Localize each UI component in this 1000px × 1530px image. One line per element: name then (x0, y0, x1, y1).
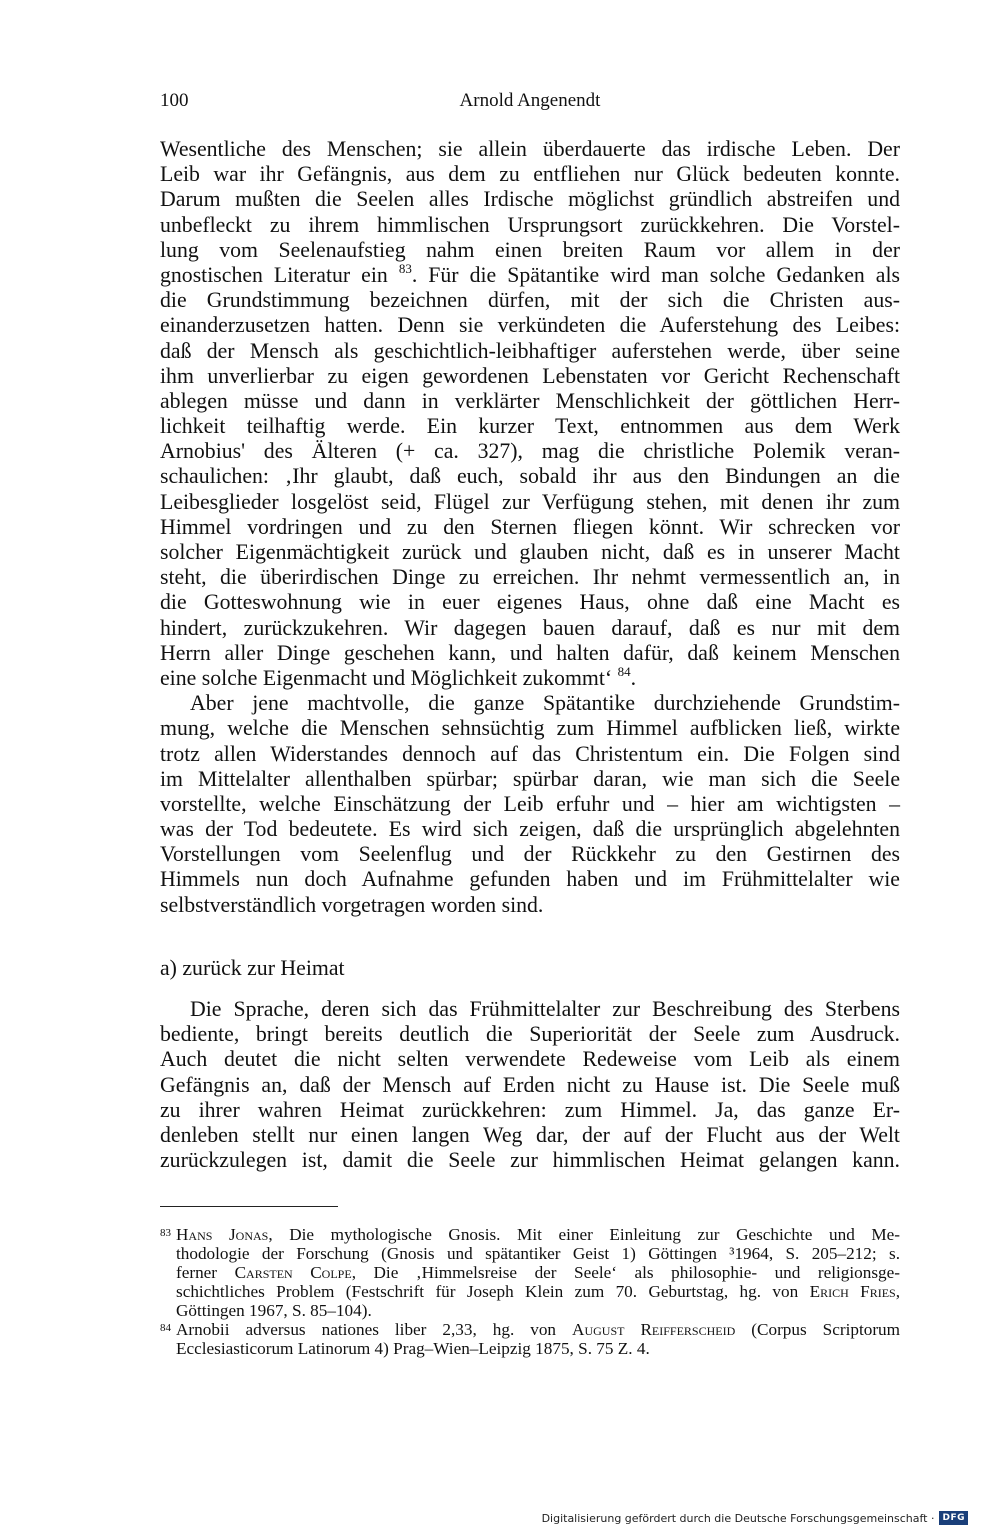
body-line (160, 288, 900, 313)
line-text: zu ihrer wahren Heimat zurückkehren: zum Himmel. Ja, das ganze Er- (160, 1097, 900, 1122)
line-text: Die Sprache, deren sich das Frühmittelalter zur Beschreibung des Sterbens (190, 997, 900, 1021)
line-text: schaulichen: ‚Ihr glaubt, daß euch, sobald ihr aus den Bindungen an die (160, 464, 900, 489)
footnote-text-continued: , (895, 1282, 900, 1301)
body-line (160, 490, 900, 515)
footnote-text-continued: (Corpus Scriptorum (735, 1320, 901, 1339)
body-line (160, 817, 900, 842)
body-line (160, 792, 900, 817)
footnote-text: Arnobii adversus nationes liber 2,33, hg. von (176, 1320, 573, 1339)
line-text: Herrn aller Dinge geschehen kann, und halten dafür, daß keinem Menschen (160, 640, 900, 665)
dfg-logo: DFG (939, 1511, 968, 1525)
line-text: bediente, bringt bereits deutlich die Superiorität der Seele zum Ausdruck. (160, 1022, 900, 1047)
line-text: die Gotteswohnung wie in euer eigenes Haus, ohne daß eine Macht es (160, 590, 900, 615)
footnote-line (160, 1339, 900, 1358)
line-text: was der Tod bedeutete. Es wird sich zeigen, daß die ursprünglich abgelehnten (160, 817, 900, 842)
line-text: Gefängnis an, daß der Mensch auf Erden nicht zu Hause ist. Die Seele muß (160, 1072, 900, 1097)
author-name: Carsten Colpe (234, 1263, 352, 1282)
line-text: Vorstellungen vom Seelenflug und der Rückkehr zu den Gestirnen des (160, 842, 900, 867)
section-heading: a) zurück zur Heimat (160, 956, 345, 980)
body-line (160, 389, 900, 414)
body-line (160, 842, 900, 867)
line-text: unbefleckt zu ihrem himmlischen Ursprungsort zurückkehren. Die Vorstel- (160, 212, 900, 237)
line-text: vorstellte, welche Einschätzung der Leib erfuhr und – hier am wichtigsten – (160, 791, 900, 816)
line-text: Aber jene machtvolle, die ganze Spätantike durchziehende Grundstim- (190, 691, 900, 716)
line-text: hindert, zurückzukehren. Wir dagegen bauen darauf, daß es nur mit dem (160, 615, 900, 640)
footnote-reference: 84 (617, 663, 631, 679)
body-line (160, 137, 900, 162)
footnote-line (160, 1301, 900, 1320)
author-name: August Reifferscheid (572, 1320, 736, 1339)
line-text: gnostischen Literatur ein (160, 262, 399, 287)
line-text: Arnobius' des Älteren (+ ca. 327), mag die christliche Polemik veran- (160, 439, 900, 464)
line-text-continued: . (630, 665, 637, 690)
footnote-line (160, 1225, 900, 1244)
body-line (160, 339, 900, 364)
footnote-text: ferner (176, 1263, 235, 1282)
running-head: Arnold Angenendt (459, 90, 601, 111)
body-line (160, 260, 900, 288)
footnote-number: 84 (160, 1322, 171, 1334)
footnote-line (160, 1263, 900, 1282)
line-text: solcher Eigenmächtigkeit zurück und glauben nicht, daß es in unserer Macht (160, 540, 900, 564)
line-text: einanderzusetzen hatten. Denn sie verkündeten die Auferstehung des Leibes: (160, 313, 900, 338)
line-text: denleben stellt nur einen langen Weg dar, der auf der Flucht aus der Welt (160, 1122, 900, 1147)
footer-credit (542, 1508, 968, 1528)
body-line (160, 616, 900, 641)
body-line (160, 439, 900, 464)
footnote-text: Ecclesiasticorum Latinorum 4) Prag–Wien–Leipzig 1875, S. 75 Z. 4. (176, 1339, 650, 1358)
body-line (160, 867, 900, 892)
footnote-reference: 83 (398, 260, 412, 276)
line-text: steht, die überirdischen Dinge zu erreichen. Ihr nehmt vermessentlich an, in (160, 565, 900, 590)
section-body-text (160, 997, 900, 1173)
section-line (160, 997, 900, 1022)
body-line (160, 540, 900, 565)
body-line (160, 893, 900, 918)
body-line (160, 515, 900, 540)
section-line (160, 1073, 900, 1098)
body-line (160, 238, 900, 263)
line-text: zurückzulegen ist, damit die Seele zur himmlischen Heimat gelangen kann. (160, 1148, 900, 1173)
footnote-number: 83 (160, 1227, 171, 1239)
author-name: Hans Jonas (176, 1225, 269, 1244)
body-line (160, 691, 900, 716)
body-line (160, 565, 900, 590)
body-line (160, 364, 900, 389)
body-line (160, 767, 900, 792)
line-text: Darum mußten die Seelen alles Irdische möglichst gründlich abstreifen und (160, 187, 900, 212)
line-text: Auch deutet die nicht selten verwendete Redeweise vom Leib als einem (160, 1047, 900, 1072)
line-text: mung, welche die Menschen sehnsüchtig zum Himmel aufblicken ließ, wirkte (160, 716, 900, 741)
body-line (160, 187, 900, 212)
line-text: daß der Mensch als geschichtlich-leibhaftiger auferstehen werde, über seine (160, 338, 900, 363)
footnote-line (160, 1244, 900, 1263)
page-number: 100 (160, 90, 189, 111)
body-line (160, 464, 900, 489)
body-line (160, 162, 900, 187)
footnote-rule (160, 1206, 338, 1207)
body-line (160, 742, 900, 767)
footnote-line (160, 1320, 900, 1339)
line-text: Leib war ihr Gefängnis, aus dem zu entfliehen nur Glück bedeuten konnte. (160, 162, 900, 187)
footnote-text-continued: , Die ‚Himmelsreise der Seele‘ als philosophie- und religionsge- (351, 1263, 900, 1282)
line-text: ablegen müsse und dann in verklärter Menschlichkeit der göttlichen Herr- (160, 388, 900, 413)
body-line (160, 313, 900, 338)
page-header (160, 90, 900, 122)
body-line (160, 414, 900, 439)
section-line (160, 1047, 900, 1072)
footnote-text-continued: , Die mythologische Gnosis. Mit einer Einleitung zur Geschichte und Me- (268, 1225, 900, 1244)
body-line (160, 663, 900, 691)
line-text: Himmels nun doch Aufnahme gefunden haben und im Frühmittelalter wie (160, 867, 900, 892)
line-text: trotz allen Widerstandes dennoch auf das Christentum ein. Die Folgen sind (160, 741, 900, 766)
line-text: lichkeit teilhaftig werde. Ein kurzer Text, entnommen aus dem Werk (160, 414, 900, 439)
footnote-line (160, 1282, 900, 1301)
section-line (160, 1098, 900, 1123)
body-line (160, 716, 900, 741)
line-text-continued: . Für die Spätantike wird man solche Gedanken als (411, 262, 900, 287)
section-line (160, 1022, 900, 1047)
line-text: lung vom Seelenaufstieg nahm einen breiten Raum vor allem in der (160, 237, 900, 262)
line-text: die Grundstimmung bezeichnen dürfen, mit der sich die Christen aus- (160, 288, 900, 313)
line-text: im Mittelalter allenthalben spürbar; spürbar daran, wie man sich die Seele (160, 766, 900, 791)
author-name: Erich Fries (809, 1282, 896, 1301)
footnote-text: schichtliches Problem (Festschrift für Joseph Klein zum 70. Geburtstag, hg. von (176, 1282, 810, 1301)
line-text: eine solche Eigenmacht und Möglichkeit zukommt‘ (160, 665, 618, 690)
line-text: Himmel vordringen und zu den Sternen fliegen könnt. Wir schrecken vor (160, 514, 900, 539)
line-text: Wesentliche des Menschen; sie allein überdauerte das irdische Leben. Der (160, 137, 900, 161)
body-line (160, 641, 900, 666)
footnotes (160, 1225, 900, 1358)
section-line (160, 1148, 900, 1173)
footnote-text: thodologie der Forschung (Gnosis und spätantiker Geist 1) Göttingen ³1964, S. 205–212; s. (176, 1244, 900, 1263)
footer-credit-text: Digitalisierung gefördert durch die Deutsche Forschungsgemeinschaft · (541, 1511, 935, 1525)
line-text: ihm unverlierbar zu eigen gewordenen Lebenstaten vor Gericht Rechenschaft (160, 363, 900, 388)
section-line (160, 1123, 900, 1148)
body-text (160, 137, 900, 918)
footnote-text: Göttingen 1967, S. 85–104). (176, 1301, 372, 1320)
line-text: Leibesglieder losgelöst seid, Flügel zur Verfügung stehen, mit denen ihr zum (160, 489, 900, 514)
body-line (160, 213, 900, 238)
line-text: selbstverständlich vorgetragen worden sind. (160, 892, 544, 917)
body-line (160, 590, 900, 615)
